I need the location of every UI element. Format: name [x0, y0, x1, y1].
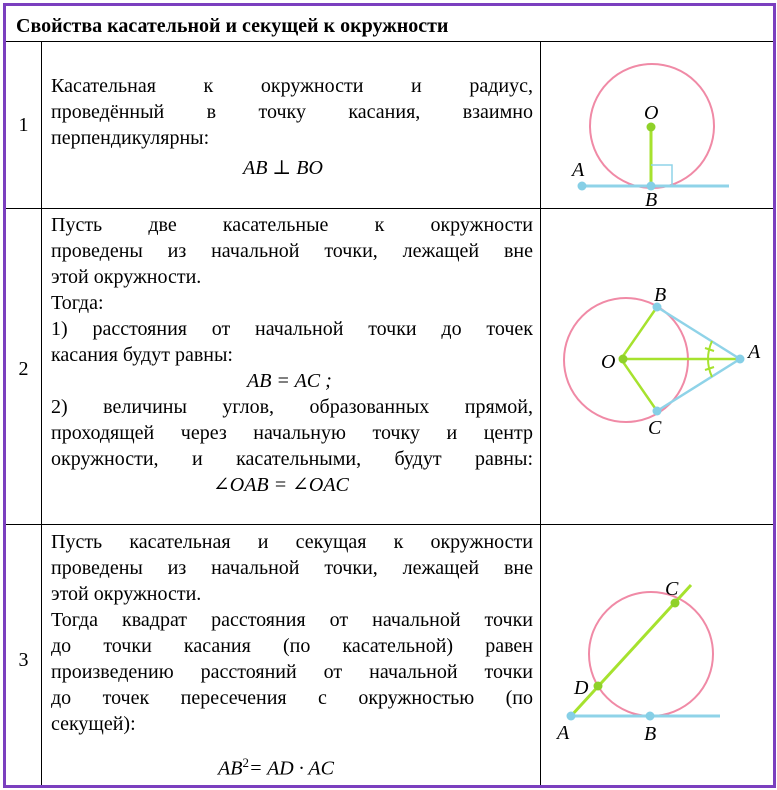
radius-ob — [621, 307, 657, 359]
formula-ab-ac: AB = AC ; — [247, 370, 332, 392]
point-a — [736, 355, 745, 364]
text-line: Касательная к окружности и радиус, — [51, 75, 533, 97]
formula-base: AB — [218, 757, 243, 780]
text-line: до точки касания (по касательной) равен — [51, 635, 533, 657]
point-b — [646, 712, 655, 721]
text-line: перпендикулярны: — [51, 127, 210, 149]
table-header — [6, 6, 773, 42]
radius-oc — [621, 359, 657, 411]
text-line: этой окружности. — [51, 266, 202, 288]
label-b: B — [654, 284, 667, 306]
text-line: до точек пересечения с окружностью (по — [51, 687, 533, 709]
text-line: произведению расстояний от начальной точки — [51, 661, 533, 683]
circle — [589, 592, 713, 716]
row-2-text — [51, 212, 533, 498]
figure-tangent-radius — [546, 46, 768, 208]
row-1-text — [51, 73, 533, 151]
text-line: Пусть касательная и секущая к окружности — [51, 531, 533, 553]
text-line: проведены из начальной точки, лежащей вне — [51, 557, 533, 579]
label-c: C — [648, 417, 662, 439]
angle-tick — [705, 367, 714, 370]
point-d — [594, 682, 603, 691]
formula-rest: = AD · AC — [248, 757, 334, 780]
point-a — [567, 712, 576, 721]
row-3-text — [51, 529, 533, 737]
row-number-3: 3 — [18, 649, 29, 671]
text-line: касания будут равны: — [51, 344, 233, 366]
figure-tangent-secant — [546, 528, 768, 784]
point-a — [578, 182, 587, 191]
text-line: проведены из начальной точки, лежащей вне — [51, 240, 533, 262]
row-1-formula: AB ⊥ BO — [243, 157, 323, 179]
formula-angles: ∠OAB = ∠OAC — [213, 474, 349, 496]
formula-exponent: 2 — [242, 755, 249, 770]
label-o: O — [644, 102, 659, 124]
text-line: окружности, и касательными, будут равны: — [51, 448, 533, 470]
label-b: B — [645, 189, 658, 208]
text-line: 1) расстояния от начальной точки до точек — [51, 318, 533, 340]
tangent-ab — [657, 307, 740, 359]
text-line: этой окружности. — [51, 583, 202, 605]
label-o: O — [601, 351, 616, 373]
row-divider-2 — [6, 524, 773, 525]
label-a: A — [572, 159, 585, 181]
point-c — [653, 407, 662, 416]
label-c: C — [665, 578, 679, 600]
text-line: Тогда квадрат расстояния от начальной точки — [51, 609, 533, 631]
label-a: A — [748, 341, 761, 363]
text-line: Тогда: — [51, 292, 104, 314]
text-line: проходящей через начальную точку и центр — [51, 422, 533, 444]
table-title: Свойства касательной и секущей к окружности — [16, 15, 449, 37]
tangent-ac — [657, 359, 740, 411]
angle-tick — [705, 348, 714, 351]
text-line: секущей): — [51, 713, 136, 735]
label-d: D — [574, 677, 589, 699]
point-o — [619, 355, 628, 364]
row-number-2: 2 — [18, 358, 29, 380]
label-b: B — [644, 723, 657, 745]
text-line: Пусть две касательные к окружности — [51, 214, 533, 236]
row-divider-1 — [6, 208, 773, 209]
figure-two-tangents — [546, 211, 768, 521]
table-frame — [3, 3, 776, 788]
row-number-1: 1 — [18, 114, 29, 136]
text-line: 2) величины углов, образованных прямой, — [51, 396, 533, 418]
text-line: проведённый в точку касания, взаимно — [51, 101, 533, 123]
column-divider-number — [41, 42, 42, 785]
label-a: A — [557, 722, 570, 744]
column-divider-figure — [540, 42, 541, 785]
row-3-formula — [218, 755, 334, 781]
